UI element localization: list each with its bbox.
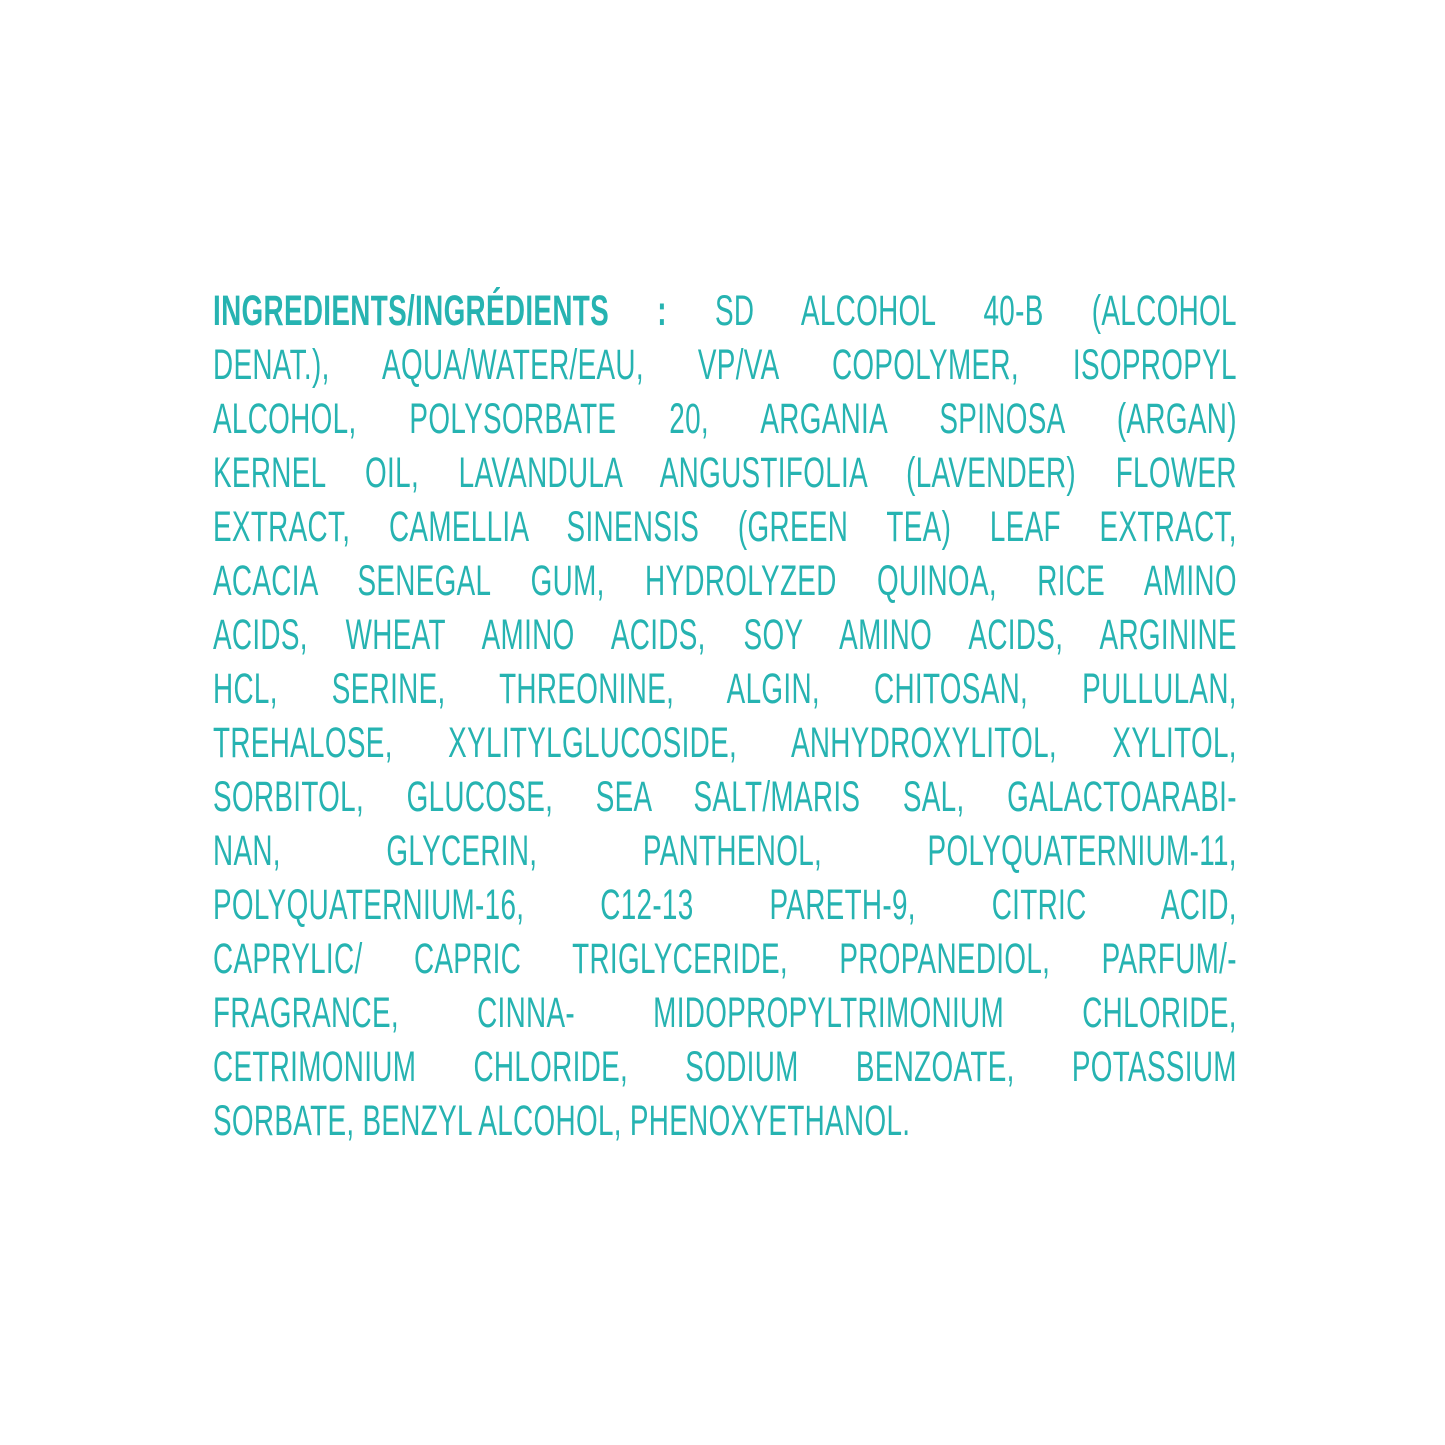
ingredients-line-text: SD ALCOHOL 40-B (ALCOHOL <box>714 287 1237 335</box>
ingredients-line: NAN, GLYCERIN, PANTHENOL, POLYQUATERNIUM-11, <box>213 827 1237 875</box>
ingredients-line: POLYQUATERNIUM-16, C12-13 PARETH-9, CITRIC ACID, <box>213 881 1237 929</box>
ingredients-line: KERNEL OIL, LAVANDULA ANGUSTIFOLIA (LAVENDER) FLOWER <box>213 449 1237 497</box>
ingredients-line: TREHALOSE, XYLITYLGLUCOSIDE, ANHYDROXYLITOL, XYLITOL, <box>213 719 1237 767</box>
ingredients-line: SORBITOL, GLUCOSE, SEA SALT/MARIS SAL, GALACTOARABI- <box>213 773 1237 821</box>
ingredients-line: HCL, SERINE, THREONINE, ALGIN, CHITOSAN, PULLULAN, <box>213 665 1237 713</box>
ingredients-text-block <box>213 284 1237 1148</box>
ingredients-line: CETRIMONIUM CHLORIDE, SODIUM BENZOATE, POTASSIUM <box>213 1043 1237 1091</box>
ingredients-line: ACIDS, WHEAT AMINO ACIDS, SOY AMINO ACIDS, ARGININE <box>213 611 1237 659</box>
ingredients-line: SORBATE, BENZYL ALCOHOL, PHENOXYETHANOL. <box>213 1097 911 1145</box>
ingredients-line: ALCOHOL, POLYSORBATE 20, ARGANIA SPINOSA (ARGAN) <box>213 395 1237 443</box>
ingredients-line <box>213 284 1237 338</box>
ingredients-line: FRAGRANCE, CINNA- MIDOPROPYLTRIMONIUM CHLORIDE, <box>213 989 1237 1037</box>
ingredients-line: ACACIA SENEGAL GUM, HYDROLYZED QUINOA, RICE AMINO <box>213 557 1237 605</box>
ingredients-line: DENAT.), AQUA/WATER/EAU, VP/VA COPOLYMER, ISOPROPYL <box>213 341 1237 389</box>
ingredients-line: CAPRYLIC/ CAPRIC TRIGLYCERIDE, PROPANEDIOL, PARFUM/- <box>213 935 1237 983</box>
ingredients-heading: INGREDIENTS/INGRÉDIENTS : <box>213 287 667 335</box>
ingredients-line: EXTRACT, CAMELLIA SINENSIS (GREEN TEA) LEAF EXTRACT, <box>213 503 1237 551</box>
